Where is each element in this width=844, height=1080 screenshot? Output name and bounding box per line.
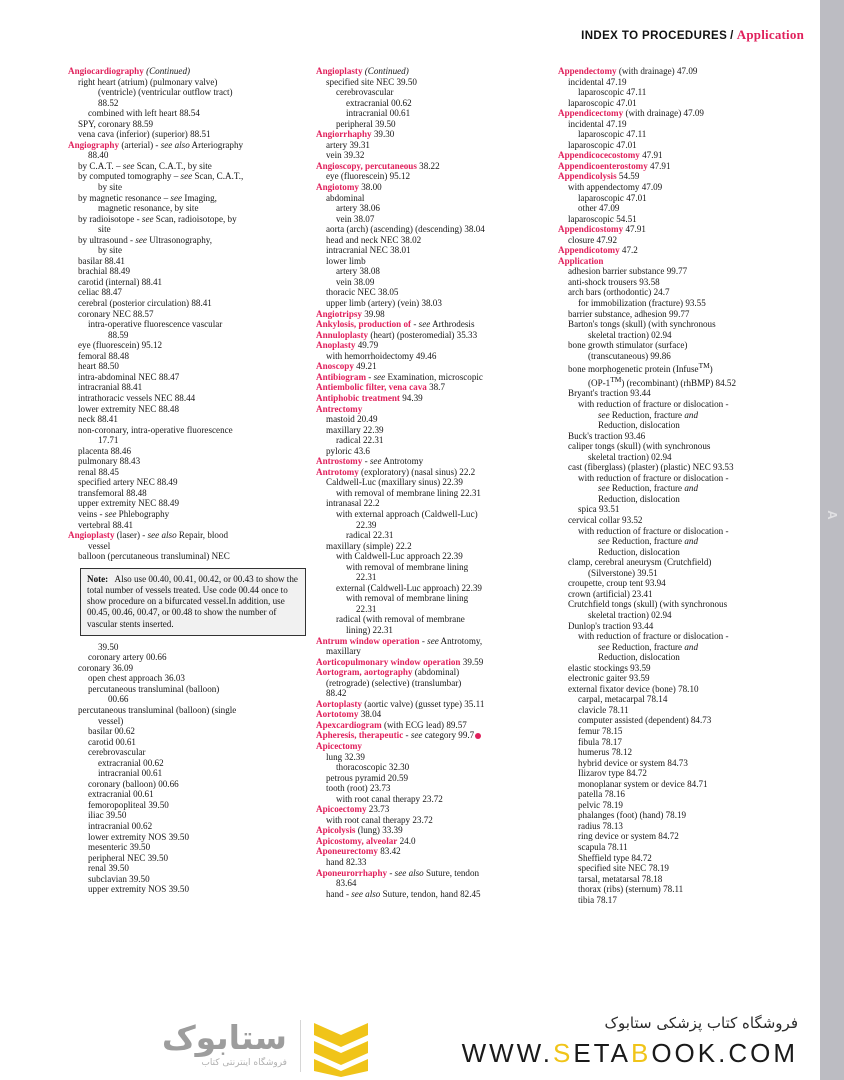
index-headword-entry: Appendicostomy 47.91 [558, 224, 646, 235]
index-headword-entry: Angiography (arterial) - see also Arteriography [68, 139, 244, 150]
index-headword-entry: Appendicocecostomy 47.91 [558, 150, 663, 161]
index-subentry: lower extremity NOS 39.50 [88, 831, 190, 842]
index-subentry: right heart (atrium) (pulmonary valve) [78, 76, 218, 87]
index-subentry: scapula 78.11 [578, 841, 628, 852]
index-subentry: vein 38.09 [336, 276, 375, 287]
index-subentry: adhesion barrier substance 99.77 [568, 266, 688, 277]
index-subentry: abdominal [326, 192, 365, 203]
index-subentry: iliac 39.50 [88, 810, 127, 821]
index-subentry: intracranial 00.62 [88, 821, 153, 832]
index-subentry: peripheral 39.50 [336, 118, 396, 129]
index-subentry: cast (fiberglass) (plaster) (plastic) NEC 93.53 [568, 462, 734, 473]
index-subentry: ring device or system 84.72 [578, 831, 679, 842]
footer-tab-strip [820, 1010, 844, 1080]
index-subentry: 00.66 [108, 694, 129, 705]
index-subentry: artery 38.08 [336, 266, 380, 277]
index-subentry: Dunlop's traction 93.44 [568, 620, 654, 631]
index-subentry: extracranial 00.61 [88, 789, 154, 800]
index-subentry: see Reduction, fracture and [598, 409, 699, 420]
index-headword-entry: Appendicolysis 54.59 [558, 171, 640, 182]
index-subentry: mastoid 20.49 [326, 414, 378, 425]
index-subentry: upper limb (artery) (vein) 38.03 [326, 298, 442, 309]
index-subentry: hand - see also Suture, tendon, hand 82.45 [326, 888, 481, 899]
index-headword-entry: Antiphobic treatment 94.39 [316, 392, 423, 403]
index-subentry: intra-abdominal NEC 88.47 [78, 371, 180, 382]
index-subentry: intracranial NEC 38.01 [326, 245, 411, 256]
index-subentry: Buck's traction 93.46 [568, 430, 646, 441]
index-subentry: placenta 88.46 [78, 445, 132, 456]
index-subentry: renal 88.45 [78, 466, 119, 477]
index-subentry: carpal, metacarpal 78.14 [578, 694, 668, 705]
index-subentry: external fixator device (bone) 78.10 [568, 683, 699, 694]
index-subentry: carotid 00.61 [88, 736, 136, 747]
index-subentry: laparoscopic 47.01 [568, 139, 637, 150]
index-subentry: skeletal traction) 02.94 [588, 451, 672, 462]
index-subentry: 22.31 [356, 603, 377, 614]
index-subentry: thorax (ribs) (sternum) 78.11 [578, 884, 684, 895]
index-headword-entry: Aortotomy 38.04 [316, 709, 382, 720]
index-subentry: specified site NEC 39.50 [326, 76, 417, 87]
index-subentry: upper extremity NOS 39.50 [88, 884, 190, 895]
index-subentry: specified artery NEC 88.49 [78, 477, 178, 488]
index-subentry: spica 93.51 [578, 504, 620, 515]
index-subentry: 88.59 [108, 329, 129, 340]
index-subentry: Reduction, dislocation [598, 493, 680, 504]
index-headword-entry: Ankylosis, production of - see Arthrodesis [316, 319, 475, 330]
index-subentry: skeletal traction) 02.94 [588, 329, 672, 340]
index-subentry: anti-shock trousers 93.58 [568, 276, 660, 287]
index-subentry: Bryant's traction 93.44 [568, 388, 651, 399]
index-subentry: with Caldwell-Luc approach 22.39 [336, 551, 463, 562]
index-subentry: computer assisted (dependent) 84.73 [578, 715, 712, 726]
page-header [581, 27, 804, 43]
index-subentry: renal 39.50 [88, 863, 129, 874]
index-subentry: vessel) [98, 715, 124, 726]
index-subentry: patella 78.16 [578, 789, 625, 800]
index-headword-entry: Annuloplasty (heart) (posteromedial) 35.33 [316, 329, 478, 340]
url-segment: ETA [573, 1038, 631, 1068]
index-headword-entry: Aponeurorrhaphy - see also Suture, tendon [316, 867, 480, 878]
index-headword-entry: Antrum window operation - see Antrotomy, [316, 635, 483, 646]
index-subentry: with reduction of fracture or dislocation - [578, 525, 729, 536]
thumb-tab-letter: A [825, 510, 840, 520]
index-subentry: clamp, cerebral aneurysm (Crutchfield) [568, 557, 712, 568]
index-subentry: carotid (internal) 88.41 [78, 276, 163, 287]
index-headword-entry: Angiotripsy 39.98 [316, 308, 385, 319]
index-subentry: subclavian 39.50 [88, 873, 150, 884]
index-subentry: specified site NEC 78.19 [578, 863, 669, 874]
index-subentry: intracranial 00.61 [346, 108, 411, 119]
index-subentry: Caldwell-Luc (maxillary sinus) 22.39 [326, 477, 463, 488]
index-subentry: vertebral 88.41 [78, 519, 134, 530]
index-subentry: cerebrovascular [336, 87, 394, 98]
index-subentry: femur 78.15 [578, 725, 623, 736]
index-subentry: bone morphogenetic protein (Infuse™) [568, 361, 713, 375]
index-headword-entry: Appendectomy (with drainage) 47.09 [558, 66, 698, 76]
index-columns [68, 66, 816, 1011]
index-subentry: for immobilization (fracture) 93.55 [578, 298, 706, 309]
index-subentry: see Reduction, fracture and [598, 641, 699, 652]
footer-text-block [420, 1014, 810, 1076]
index-subentry: extracranial 00.62 [98, 757, 164, 768]
index-subentry: radius 78.13 [578, 820, 623, 831]
index-subentry: closure 47.92 [568, 234, 617, 245]
index-subentry: with removal of membrane lining [346, 593, 469, 604]
index-headword-entry: Antrostomy - see Antrotomy [316, 456, 424, 467]
index-headword-entry: Angiocardiography (Continued) [68, 66, 191, 76]
logo-wordmark: ستابوک [161, 1018, 287, 1057]
index-headword-entry: Antiembolic filter, vena cava 38.7 [316, 382, 445, 393]
index-subentry: transfemoral 88.48 [78, 487, 147, 498]
index-subentry: basilar 00.62 [88, 726, 135, 737]
index-headword-entry: Aponeurectomy 83.42 [316, 846, 401, 857]
index-subentry: lower extremity NEC 88.48 [78, 403, 180, 414]
index-subentry: with reduction of fracture or dislocation - [578, 472, 729, 483]
index-subentry: eye (fluorescein) 95.12 [78, 340, 163, 351]
index-headword-entry: Application [558, 255, 604, 266]
index-subentry: maxillary 22.39 [326, 424, 384, 435]
index-subentry: cerebrovascular [88, 747, 146, 758]
index-headword-entry: Apicoectomy 23.73 [316, 804, 390, 815]
index-subentry: with reduction of fracture or dislocation - [578, 399, 729, 410]
index-subentry: with reduction of fracture or dislocation - [578, 631, 729, 642]
index-headword-entry: Antrectomy [316, 403, 363, 414]
index-subentry: hand 82.33 [326, 857, 367, 868]
index-headword-entry: Apheresis, therapeutic - see category 99.7 [316, 730, 554, 741]
index-subentry: SPY, coronary 88.59 [78, 118, 154, 129]
index-subentry: combined with left heart 88.54 [88, 108, 200, 119]
index-subentry: see Reduction, fracture and [598, 536, 699, 547]
index-subentry: humerus 78.12 [578, 747, 633, 758]
index-subentry: (OP-1™) (recombinant) (rhBMP) 84.52 [588, 374, 736, 388]
logo-divider [300, 1020, 301, 1072]
index-subentry: by site [98, 245, 122, 256]
header-section: Application [736, 27, 804, 42]
index-subentry: eye (fluorescein) 95.12 [326, 171, 411, 182]
index-subentry: with hemorrhoidectomy 49.46 [326, 350, 437, 361]
index-subentry: skeletal traction) 02.94 [588, 609, 672, 620]
index-subentry: laparoscopic 54.51 [568, 213, 637, 224]
index-subentry: by site [98, 182, 122, 193]
index-subentry: by magnetic resonance – see Imaging, [78, 192, 217, 203]
index-subentry: percutaneous transluminal (balloon) (single [78, 705, 237, 715]
index-headword-entry: Anoscopy 49.21 [316, 361, 377, 372]
index-headword-entry: Appendicoenterostomy 47.91 [558, 160, 671, 171]
index-headword-entry: Apicolysis (lung) 33.39 [316, 825, 403, 836]
index-subentry: with root canal therapy 23.72 [326, 814, 433, 825]
index-subentry: head and neck NEC 38.02 [326, 234, 422, 245]
index-subentry: see Reduction, fracture and [598, 483, 699, 494]
index-subentry: 17.71 [98, 435, 119, 446]
index-subentry: tooth (root) 23.73 [326, 783, 391, 794]
index-column-3 [558, 66, 808, 1011]
index-headword-entry: Aortoplasty (aortic valve) (gusset type) 35.11 [316, 698, 485, 709]
index-subentry: by ultrasound - see Ultrasonography, [78, 234, 213, 245]
index-subentry: cervical collar 93.52 [568, 515, 643, 526]
index-headword-entry: Apicectomy [316, 741, 362, 751]
index-subentry: balloon (percutaneous transluminal) NEC [78, 551, 230, 562]
index-subentry: with root canal therapy 23.72 [336, 793, 443, 804]
index-subentry: artery 38.06 [336, 203, 380, 214]
index-subentry: femoral 88.48 [78, 350, 130, 361]
index-subentry: radical 22.31 [346, 530, 394, 541]
index-subentry: cerebral (posterior circulation) 88.41 [78, 298, 212, 309]
index-headword-entry: Anoplasty 49.79 [316, 340, 379, 351]
index-headword-entry: Antibiogram - see Examination, microscopic [316, 371, 483, 382]
index-subentry: celiac 88.47 [78, 287, 122, 298]
index-subentry: incidental 47.19 [568, 76, 627, 87]
index-subentry: caliper tongs (skull) (with synchronous [568, 441, 711, 452]
index-subentry: by C.A.T. – see Scan, C.A.T., by site [78, 160, 212, 171]
index-subentry: brachial 88.49 [78, 266, 131, 277]
index-subentry: thoracic NEC 38.05 [326, 287, 399, 298]
index-subentry: intrathoracic vessels NEC 88.44 [78, 392, 196, 403]
index-subentry: mesenteric 39.50 [88, 842, 151, 853]
index-subentry: 22.31 [356, 572, 377, 583]
index-subentry: phalanges (foot) (hand) 78.19 [578, 810, 687, 821]
index-subentry: Reduction, dislocation [598, 652, 680, 663]
index-subentry: thoracoscopic 32.30 [336, 762, 410, 773]
index-column-1 [68, 66, 306, 1011]
index-subentry: basilar 88.41 [78, 255, 125, 266]
index-subentry: with removal of membrane lining [346, 561, 469, 572]
index-subentry: maxillary (simple) 22.2 [326, 540, 412, 551]
index-subentry: Reduction, dislocation [598, 546, 680, 557]
index-subentry: magnetic resonance, by site [98, 203, 199, 214]
url-segment: S [553, 1038, 574, 1068]
index-subentry: clavicle 78.11 [578, 704, 629, 715]
red-bullet-icon [475, 733, 481, 739]
index-subentry: upper extremity NEC 88.49 [78, 498, 180, 509]
index-subentry: incidental 47.19 [568, 118, 627, 129]
index-subentry: 88.52 [98, 97, 119, 108]
index-headword-entry: Antrotomy (exploratory) (nasal sinus) 22.2 [316, 466, 476, 477]
index-subentry: with external approach (Caldwell-Luc) [336, 508, 478, 519]
index-subentry: vein 39.32 [326, 150, 365, 161]
index-subentry: extracranial 00.62 [346, 97, 412, 108]
index-headword-entry: Angiorrhaphy 39.30 [316, 129, 395, 140]
index-subentry: neck 88.41 [78, 414, 118, 425]
index-subentry: (retrograde) (selective) (translumbar) [326, 677, 462, 688]
index-column-2 [316, 66, 554, 1011]
index-subentry: barrier substance, adhesion 99.77 [568, 308, 690, 319]
index-subentry: artery 39.31 [326, 139, 370, 150]
index-subentry: vena cava (inferior) (superior) 88.51 [78, 129, 211, 140]
index-subentry: radical 22.31 [336, 435, 384, 446]
index-subentry: 88.40 [88, 150, 109, 161]
index-headword-entry: Angioplasty (Continued) [316, 66, 409, 76]
index-subentry: aorta (arch) (ascending) (descending) 38.04 [326, 224, 485, 235]
index-subentry: intranasal 22.2 [326, 498, 380, 509]
index-subentry: radical (with removal of membrane [336, 614, 465, 625]
index-subentry: Ilizarov type 84.72 [578, 768, 647, 779]
index-subentry: electronic gaiter 93.59 [568, 673, 650, 684]
index-subentry: lower limb [326, 255, 366, 266]
index-subentry: coronary (balloon) 00.66 [88, 778, 179, 789]
index-subentry: intracranial 88.41 [78, 382, 143, 393]
index-subentry: laparoscopic 47.11 [578, 129, 647, 140]
index-subentry: vein 38.07 [336, 213, 375, 224]
index-subentry: croupette, croup tent 93.94 [568, 578, 666, 589]
index-subentry: other 47.09 [578, 203, 620, 214]
index-subentry: 39.50 [98, 641, 119, 652]
index-subentry: external (Caldwell-Luc approach) 22.39 [336, 582, 482, 593]
index-headword-entry: Apicostomy, alveolar 24.0 [316, 835, 416, 846]
index-subentry: tibia 78.17 [578, 894, 617, 905]
index-subentry: pelvic 78.19 [578, 799, 623, 810]
index-subentry: fibula 78.17 [578, 736, 622, 747]
index-subentry: tarsal, metatarsal 78.18 [578, 873, 663, 884]
index-subentry: laparoscopic 47.01 [568, 97, 637, 108]
index-headword-entry: Angioscopy, percutaneous 38.22 [316, 160, 440, 171]
index-subentry: petrous pyramid 20.59 [326, 772, 409, 783]
index-subentry: laparoscopic 47.01 [578, 192, 647, 203]
index-subentry: non-coronary, intra-operative fluorescence [78, 424, 233, 435]
index-subentry: pulmonary 88.43 [78, 456, 141, 467]
index-headword-entry: Angiotomy 38.00 [316, 182, 382, 193]
note-box: Note: Also use 00.40, 00.41, 00.42, or 00.43 to show the total number of vessels treated. Use code 00.44 once to show procedure on a bifurcated vessel.In addition, use 00.45, 00.46, 00.47, or 00.48 to show the number of vascular stents inserted. [80, 568, 306, 636]
index-subentry: intracranial 00.61 [98, 768, 163, 779]
footer-watermark-banner [0, 1010, 844, 1080]
index-subentry: elastic stockings 93.59 [568, 662, 651, 673]
index-subentry: pyloric 43.6 [326, 445, 370, 456]
index-subentry: maxillary [326, 646, 361, 657]
index-subentry: with removal of membrane lining 22.31 [336, 487, 481, 498]
index-subentry: Reduction, dislocation [598, 420, 680, 431]
index-subentry: Barton's tongs (skull) (with synchronous [568, 319, 716, 330]
index-subentry: hybrid device or system 84.73 [578, 757, 688, 768]
index-headword-entry: Apexcardiogram (with ECG lead) 89.57 [316, 719, 467, 730]
header-title: INDEX TO PROCEDURES [581, 30, 728, 42]
index-subentry: arch bars (orthodontic) 24.7 [568, 287, 670, 298]
index-subentry: percutaneous transluminal (balloon) [88, 683, 220, 694]
chevron-logo-icon [312, 1021, 370, 1077]
index-subentry: monoplanar system or device 84.71 [578, 778, 708, 789]
url-segment: B [630, 1038, 652, 1068]
index-subentry: by computed tomography – see Scan, C.A.T., [78, 171, 244, 182]
index-subentry: open chest approach 36.03 [88, 673, 185, 684]
index-headword-entry: Aorticopulmonary window operation 39.59 [316, 656, 484, 667]
index-headword-entry: Appendicotomy 47.2 [558, 245, 638, 256]
index-subentry: with appendectomy 47.09 [568, 182, 663, 193]
index-subentry: 22.39 [356, 519, 377, 530]
index-subentry: coronary artery 00.66 [88, 652, 167, 663]
index-subentry: heart 88.50 [78, 361, 119, 372]
index-headword-entry: Appendicectomy (with drainage) 47.09 [558, 108, 704, 119]
index-subentry: intra-operative fluorescence vascular [88, 319, 223, 330]
footer-tagline: فروشگاه کتاب پزشکی ستابوک [604, 1014, 798, 1032]
index-subentry: laparoscopic 47.11 [578, 87, 647, 98]
index-subentry: crown (artificial) 23.41 [568, 588, 653, 599]
index-subentry: coronary NEC 88.57 [78, 308, 154, 319]
index-subentry: site [98, 224, 111, 235]
setabook-logo [72, 1016, 362, 1074]
index-subentry: lining) 22.31 [346, 624, 393, 635]
index-subentry: (Silverstone) 39.51 [588, 567, 658, 578]
index-subentry: femoropopliteal 39.50 [88, 799, 169, 810]
index-subentry: bone growth stimulator (surface) [568, 340, 688, 351]
index-headword-entry: Angioplasty (laser) - see also Repair, blood [68, 530, 229, 541]
index-subentry: by radioisotope - see Scan, radioisotope, by [78, 213, 237, 224]
index-subentry: 83.64 [336, 878, 357, 889]
index-subentry: coronary 36.09 [78, 662, 134, 673]
url-segment: WWW. [461, 1038, 553, 1068]
index-subentry: (transcutaneous) 99.86 [588, 350, 671, 361]
index-subentry: Crutchfield tongs (skull) (with synchronous [568, 599, 728, 610]
index-headword-entry: Aortogram, aortography (abdominal) [316, 667, 460, 678]
logo-subtitle: فروشگاه اینترنتی کتاب [201, 1058, 287, 1068]
index-subentry: peripheral NEC 39.50 [88, 852, 169, 863]
index-subentry: (ventricle) (ventricular outflow tract) [98, 87, 233, 98]
index-subentry: veins - see Phlebography [78, 508, 170, 519]
index-subentry: 88.42 [326, 688, 347, 699]
index-subentry: lung 32.39 [326, 751, 365, 762]
url-segment: OOK.COM [651, 1038, 798, 1068]
index-subentry: Sheffield type 84.72 [578, 852, 652, 863]
header-separator: / [730, 30, 734, 42]
footer-url[interactable] [462, 1038, 798, 1069]
index-subentry: vessel [88, 540, 111, 551]
